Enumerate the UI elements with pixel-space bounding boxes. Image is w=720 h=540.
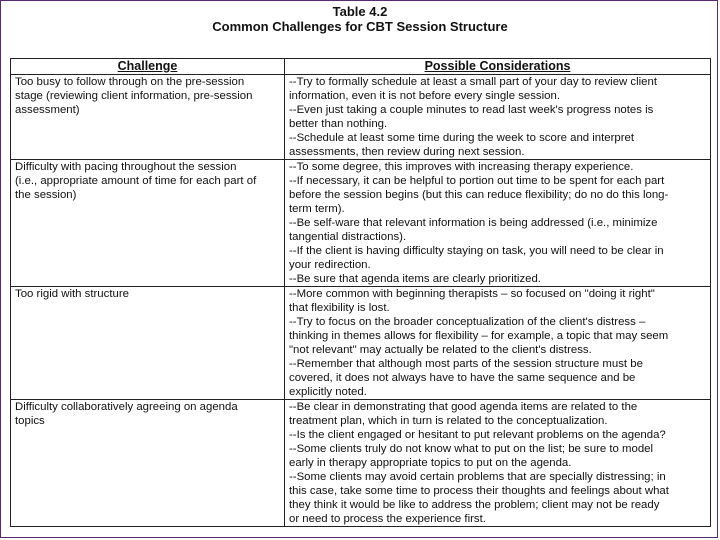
cell-line: (i.e., appropriate amount of time for each part of bbox=[15, 175, 257, 187]
table-heading bbox=[0, 4, 720, 34]
cell-line: --To some degree, this improves with increasing therapy experience. bbox=[289, 161, 634, 173]
cell-line: tangential distractions). bbox=[289, 231, 407, 243]
cell-line: better than nothing. bbox=[289, 118, 388, 130]
cell-line: --More common with beginning therapists – so focused on "doing it right" bbox=[289, 288, 655, 300]
table-row bbox=[11, 75, 711, 160]
cell-line: --If necessary, it can be helpful to portion out time to be spent for each part bbox=[289, 175, 665, 187]
cell-line: before the session begins (but this can reduce flexibility; do no do this long- bbox=[289, 189, 669, 201]
cell-line: assessment) bbox=[15, 104, 80, 116]
cell-line: Too busy to follow through on the pre-session bbox=[15, 76, 245, 88]
table-title: Common Challenges for CBT Session Structure bbox=[212, 19, 508, 34]
challenges-table bbox=[10, 58, 711, 527]
challenge-cell bbox=[11, 75, 285, 160]
cell-line: or need to process the experience first. bbox=[289, 513, 486, 525]
cell-line: --Try to formally schedule at least a small part of your day to review client bbox=[289, 76, 658, 88]
cell-line: the session) bbox=[15, 189, 77, 201]
cell-line: treatment plan, which in turn is related to the conceptualization. bbox=[289, 415, 608, 427]
table-row bbox=[11, 287, 711, 400]
cell-line: Difficulty collaboratively agreeing on agenda bbox=[15, 401, 238, 413]
cell-line: "not relevant" may actually be related to the client's distress. bbox=[289, 344, 592, 356]
cell-line: --Remember that although most parts of the session structure must be bbox=[289, 358, 643, 370]
cell-line: assessments, then review during next session. bbox=[289, 146, 525, 158]
considerations-cell bbox=[285, 400, 711, 527]
challenge-column-header: Challenge bbox=[11, 59, 285, 75]
cell-line: stage (reviewing client information, pre-session bbox=[15, 90, 253, 102]
cell-line: your redirection. bbox=[289, 259, 371, 271]
cell-line: --Some clients may avoid certain problems that are specially distressing; in bbox=[289, 471, 666, 483]
table-label: Table 4.2 bbox=[332, 4, 388, 19]
cell-line: covered, it does not always have to have the same sequence and be bbox=[289, 372, 636, 384]
table-row bbox=[11, 160, 711, 287]
considerations-column-header: Possible Considerations bbox=[285, 59, 711, 75]
table-row bbox=[11, 400, 711, 527]
cell-line: --Be clear in demonstrating that good agenda items are related to the bbox=[289, 401, 638, 413]
challenge-cell bbox=[11, 160, 285, 287]
challenge-cell bbox=[11, 400, 285, 527]
cell-line: --Be self-ware that relevant information is being addressed (i.e., minimize bbox=[289, 217, 658, 229]
cell-line: this case, take some time to process their thoughts and feelings about what bbox=[289, 485, 669, 497]
cell-line: --Is the client engaged or hesitant to put relevant problems on the agenda? bbox=[289, 429, 666, 441]
cell-line: early in therapy appropriate topics to put on the agenda. bbox=[289, 457, 572, 469]
cell-line: --Try to focus on the broader conceptualization of the client's distress – bbox=[289, 316, 646, 328]
cell-line: information, even it is not before every single session. bbox=[289, 90, 560, 102]
considerations-cell bbox=[285, 160, 711, 287]
cell-line: they think it would be like to address the problem; client may not be ready bbox=[289, 499, 660, 511]
cell-line: explicitly noted. bbox=[289, 386, 367, 398]
cell-line: topics bbox=[15, 415, 45, 427]
cell-line: term term). bbox=[289, 203, 345, 215]
considerations-cell bbox=[285, 75, 711, 160]
cell-line: Too rigid with structure bbox=[15, 288, 129, 300]
considerations-cell bbox=[285, 287, 711, 400]
cell-line: --Be sure that agenda items are clearly prioritized. bbox=[289, 273, 541, 285]
cell-line: --Some clients truly do not know what to put on the list; be sure to model bbox=[289, 443, 654, 455]
cell-line: --Schedule at least some time during the week to score and interpret bbox=[289, 132, 635, 144]
challenge-cell bbox=[11, 287, 285, 400]
cell-line: Difficulty with pacing throughout the session bbox=[15, 161, 237, 173]
cell-line: --Even just taking a couple minutes to read last week's progress notes is bbox=[289, 104, 654, 116]
cell-line: that flexibility is lost. bbox=[289, 302, 390, 314]
cell-line: thinking in themes allows for flexibility – for example, a topic that may seem bbox=[289, 330, 669, 342]
cell-line: --If the client is having difficulty staying on task, you will need to be clear in bbox=[289, 245, 664, 257]
table-header-row bbox=[11, 59, 711, 75]
